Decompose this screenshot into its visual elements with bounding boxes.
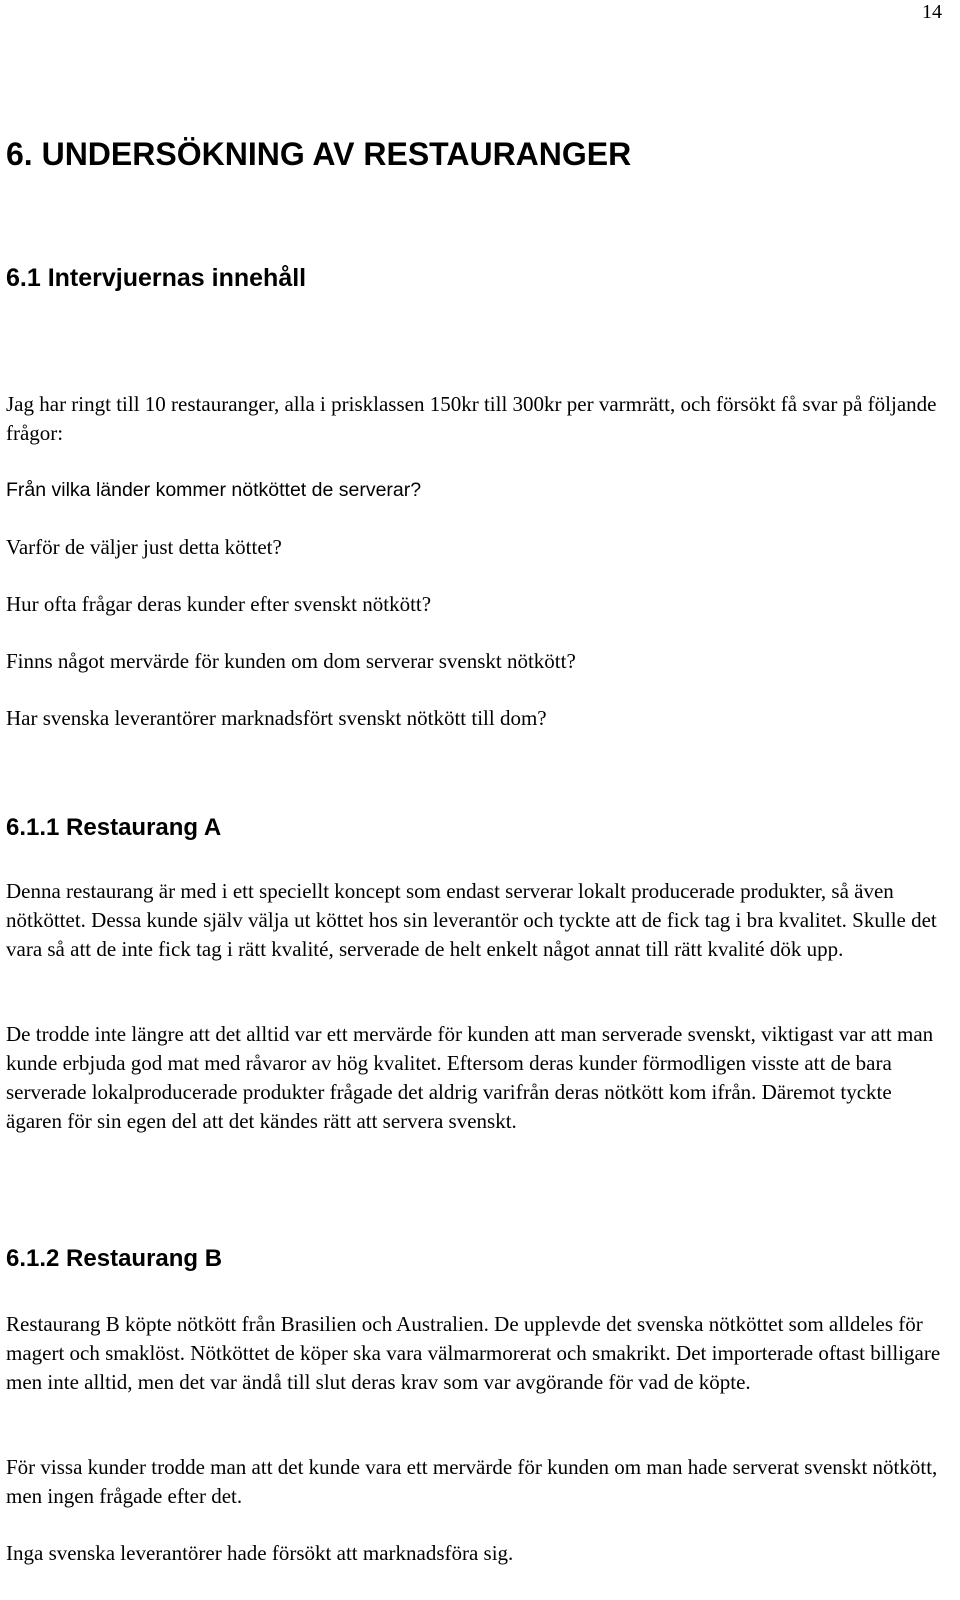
question-item: Har svenska leverantörer marknadsfört svenskt nötkött till dom? <box>6 706 547 730</box>
restaurant-b-paragraph: Inga svenska leverantörer hade försökt att marknadsföra sig. <box>6 1541 514 1565</box>
question-item: Hur ofta frågar deras kunder efter svenskt nötkött? <box>6 592 432 616</box>
restaurant-b-heading: 6.1.2 Restaurang B <box>6 1245 223 1272</box>
question-item: Varför de väljer just detta köttet? <box>6 535 282 559</box>
chapter-heading: 6. UNDERSÖKNING AV RESTAURANGER <box>6 136 632 172</box>
intro-paragraph: Jag har ringt till 10 restauranger, alla i prisklassen 150kr till 300kr per varmrätt, och försökt få svar på följande frågor: <box>6 392 937 445</box>
restaurant-a-paragraph: De trodde inte längre att det alltid var ett mervärde för kunden att man serverade svenskt, viktigast var att man kunde erbjuda god mat med råvaror av hög kvalitet. Eftersom deras kunder förmodligen visste att de bara serverade lokalproducerade produkter frågade det aldrig varifrån deras nötkött kom ifrån. Däremot tyckte ägaren för sin egen del att det kändes rätt att servera svenskt. <box>6 1022 934 1133</box>
restaurant-b-paragraph: Restaurang B köpte nötkött från Brasilien och Australien. De upplevde det svenska nötköttet som alldeles för magert och smaklöst. Nötköttet de köper ska vara välmarmorerat och smakrikt. Det importerade oftast billigare men inte alltid, men det var ändå till slut deras krav som var avgörande för vad de köpte. <box>6 1312 941 1394</box>
question-item: Från vilka länder kommer nötköttet de serverar? <box>6 479 422 501</box>
restaurant-a-heading: 6.1.1 Restaurang A <box>6 814 222 841</box>
restaurant-b-paragraph: För vissa kunder trodde man att det kunde vara ett mervärde för kunden om man hade serverat svenskt nötkött, men ingen frågade efter det. <box>6 1455 938 1508</box>
question-item: Finns något mervärde för kunden om dom serverar svenskt nötkött? <box>6 649 576 673</box>
section-heading: 6.1 Intervjuernas innehåll <box>6 264 307 292</box>
page-number: 14 <box>922 1 942 23</box>
restaurant-a-paragraph: Denna restaurang är med i ett speciellt koncept som endast serverar lokalt producerade produkter, så även nötköttet. Dessa kunde själv välja ut köttet hos sin leverantör och tyckte att de fick tag i bra kvalitet. Skulle det vara så att de inte fick tag i rätt kvalité, serverade de helt enkelt något annat till rätt kvalité dök upp. <box>6 879 937 961</box>
